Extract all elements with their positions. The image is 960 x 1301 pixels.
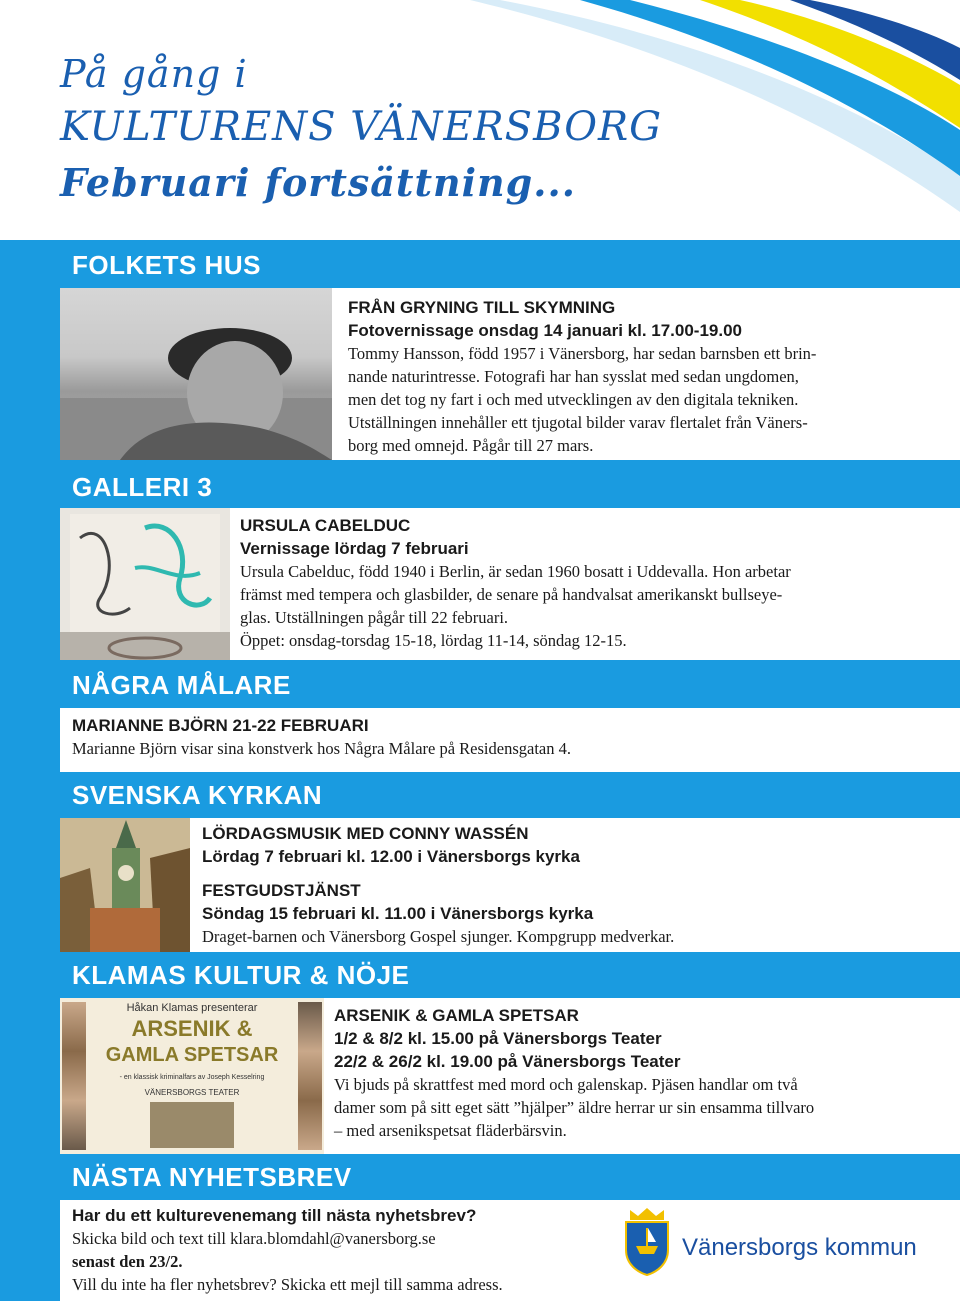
poster-actor-portraits-right: [298, 1002, 322, 1150]
poster-title-2: GAMLA SPETSAR: [105, 1044, 279, 1066]
nasta-question: Har du ett kulturevenemang till nästa nyhetsbrev?: [72, 1206, 477, 1225]
header-line-3: Februari fortsättning...: [60, 160, 576, 205]
vanersborgs-kommun-logo-text: Vänersborgs kommun: [682, 1234, 917, 1261]
section-title-galleri-3: GALLERI 3: [72, 472, 213, 502]
section-title-folkets-hus: FOLKETS HUS: [72, 250, 261, 280]
folkets-hus-event-subtitle: Fotovernissage onsdag 14 januari kl. 17.00-19.00: [348, 321, 743, 340]
klamas-event-date-1: 1/2 & 8/2 kl. 15.00 på Vänersborgs Teater: [334, 1029, 662, 1048]
poster-presenter: Håkan Klamas presenterar: [126, 1002, 258, 1014]
arsenik-poster: [60, 998, 324, 1154]
klamas-event-title: ARSENIK & GAMLA SPETSAR: [334, 1006, 579, 1025]
folkets-hus-line-4: Utställningen innehåller ett tjugotal bilder varav flertalet från Väners-: [348, 413, 808, 432]
section-title-nagra-malare: NÅGRA MÅLARE: [72, 670, 291, 700]
ursula-cabelduc-artwork: [60, 508, 230, 660]
nagra-malare-event-title: MARIANNE BJÖRN 21-22 FEBRUARI: [72, 716, 369, 735]
galleri-3-line-1: Ursula Cabelduc, född 1940 i Berlin, är sedan 1960 bosatt i Uddevalla. Hon arbetar: [240, 562, 791, 581]
poster-title-1: ARSENIK &: [131, 1016, 253, 1041]
svenska-kyrkan-event-1-subtitle: Lördag 7 februari kl. 12.00 i Vänersborgs kyrka: [202, 847, 580, 866]
poster-tagline: - en klassisk kriminalfars av Joseph Kesselring: [119, 1074, 265, 1081]
nasta-line-2: Vill du inte ha fler nyhetsbrev? Skicka ett mejl till samma adress.: [72, 1275, 503, 1294]
nasta-deadline: senast den 23/2.: [72, 1252, 183, 1271]
galleri-3-line-4: Öppet: onsdag-torsdag 15-18, lördag 11-14, söndag 12-15.: [240, 631, 627, 650]
klamas-event-date-2: 22/2 & 26/2 kl. 19.00 på Vänersborgs Teater: [334, 1052, 681, 1071]
svenska-kyrkan-event-2-line: Draget-barnen och Vänersborg Gospel sjunger. Kompgrupp medverkar.: [202, 927, 675, 946]
klamas-line-2: damer som på sitt eget sätt ”hjälper” äldre herrar ur sin ensamma tillvaro: [334, 1098, 815, 1117]
folkets-hus-line-5: borg med omnejd. Pågår till 27 mars.: [348, 436, 594, 455]
svenska-kyrkan-event-2-title: FESTGUDSTJÄNST: [202, 881, 361, 900]
klamas-line-3: – med arsenikspetsat fläderbärsvin.: [334, 1121, 567, 1140]
poster-venue: VÄNERSBORGS TEATER: [144, 1088, 240, 1097]
vanersborgs-kommun-crest-icon: [622, 1206, 672, 1276]
galleri-3-line-2: främst med tempera och glasbilder, de senare på handvalsat amerikanskt bullseye-: [240, 585, 783, 604]
poster-actor-portraits: [62, 1002, 86, 1150]
section-title-svenska-kyrkan: SVENSKA KYRKAN: [72, 780, 323, 810]
klamas-line-1: Vi bjuds på skrattfest med mord och galenskap. Pjäsen handlar om två: [334, 1075, 798, 1094]
section-title-klamas: KLAMAS KULTUR & NÖJE: [72, 960, 410, 990]
galleri-3-event-title: URSULA CABELDUC: [240, 516, 411, 535]
svenska-kyrkan-event-1-title: LÖRDAGSMUSIK MED CONNY WASSÉN: [202, 824, 529, 843]
header-line-2: KULTURENS VÄNERSBORG: [60, 104, 663, 150]
section-title-nasta-nyhetsbrev: NÄSTA NYHETSBREV: [72, 1162, 352, 1192]
header-line-1: På gång i: [60, 52, 248, 96]
poster-cast-photo: [150, 1102, 234, 1148]
folkets-hus-line-3: men det tog ny fart i och med utvecklingen av den digitala tekniken.: [348, 390, 799, 409]
tommy-hansson-photo: [60, 288, 332, 460]
nagra-malare-line: Marianne Björn visar sina konstverk hos Några Målare på Residensgatan 4.: [72, 739, 571, 758]
vanersborgs-kyrka-photo: [60, 818, 190, 952]
svenska-kyrkan-event-2-subtitle: Söndag 15 februari kl. 11.00 i Vänersborgs kyrka: [202, 904, 594, 923]
galleri-3-line-3: glas. Utställningen pågår till 22 februari.: [240, 608, 509, 627]
folkets-hus-line-2: nande naturintresse. Fotografi har han sysslat med sedan ungdomen,: [348, 367, 799, 386]
folkets-hus-line-1: Tommy Hansson, född 1957 i Vänersborg, har sedan barnsben ett brin-: [348, 344, 817, 363]
nasta-line-1[interactable]: Skicka bild och text till klara.blomdahl@vanersborg.se: [72, 1229, 436, 1248]
galleri-3-event-subtitle: Vernissage lördag 7 februari: [240, 539, 469, 558]
folkets-hus-event-title: FRÅN GRYNING TILL SKYMNING: [348, 298, 616, 317]
